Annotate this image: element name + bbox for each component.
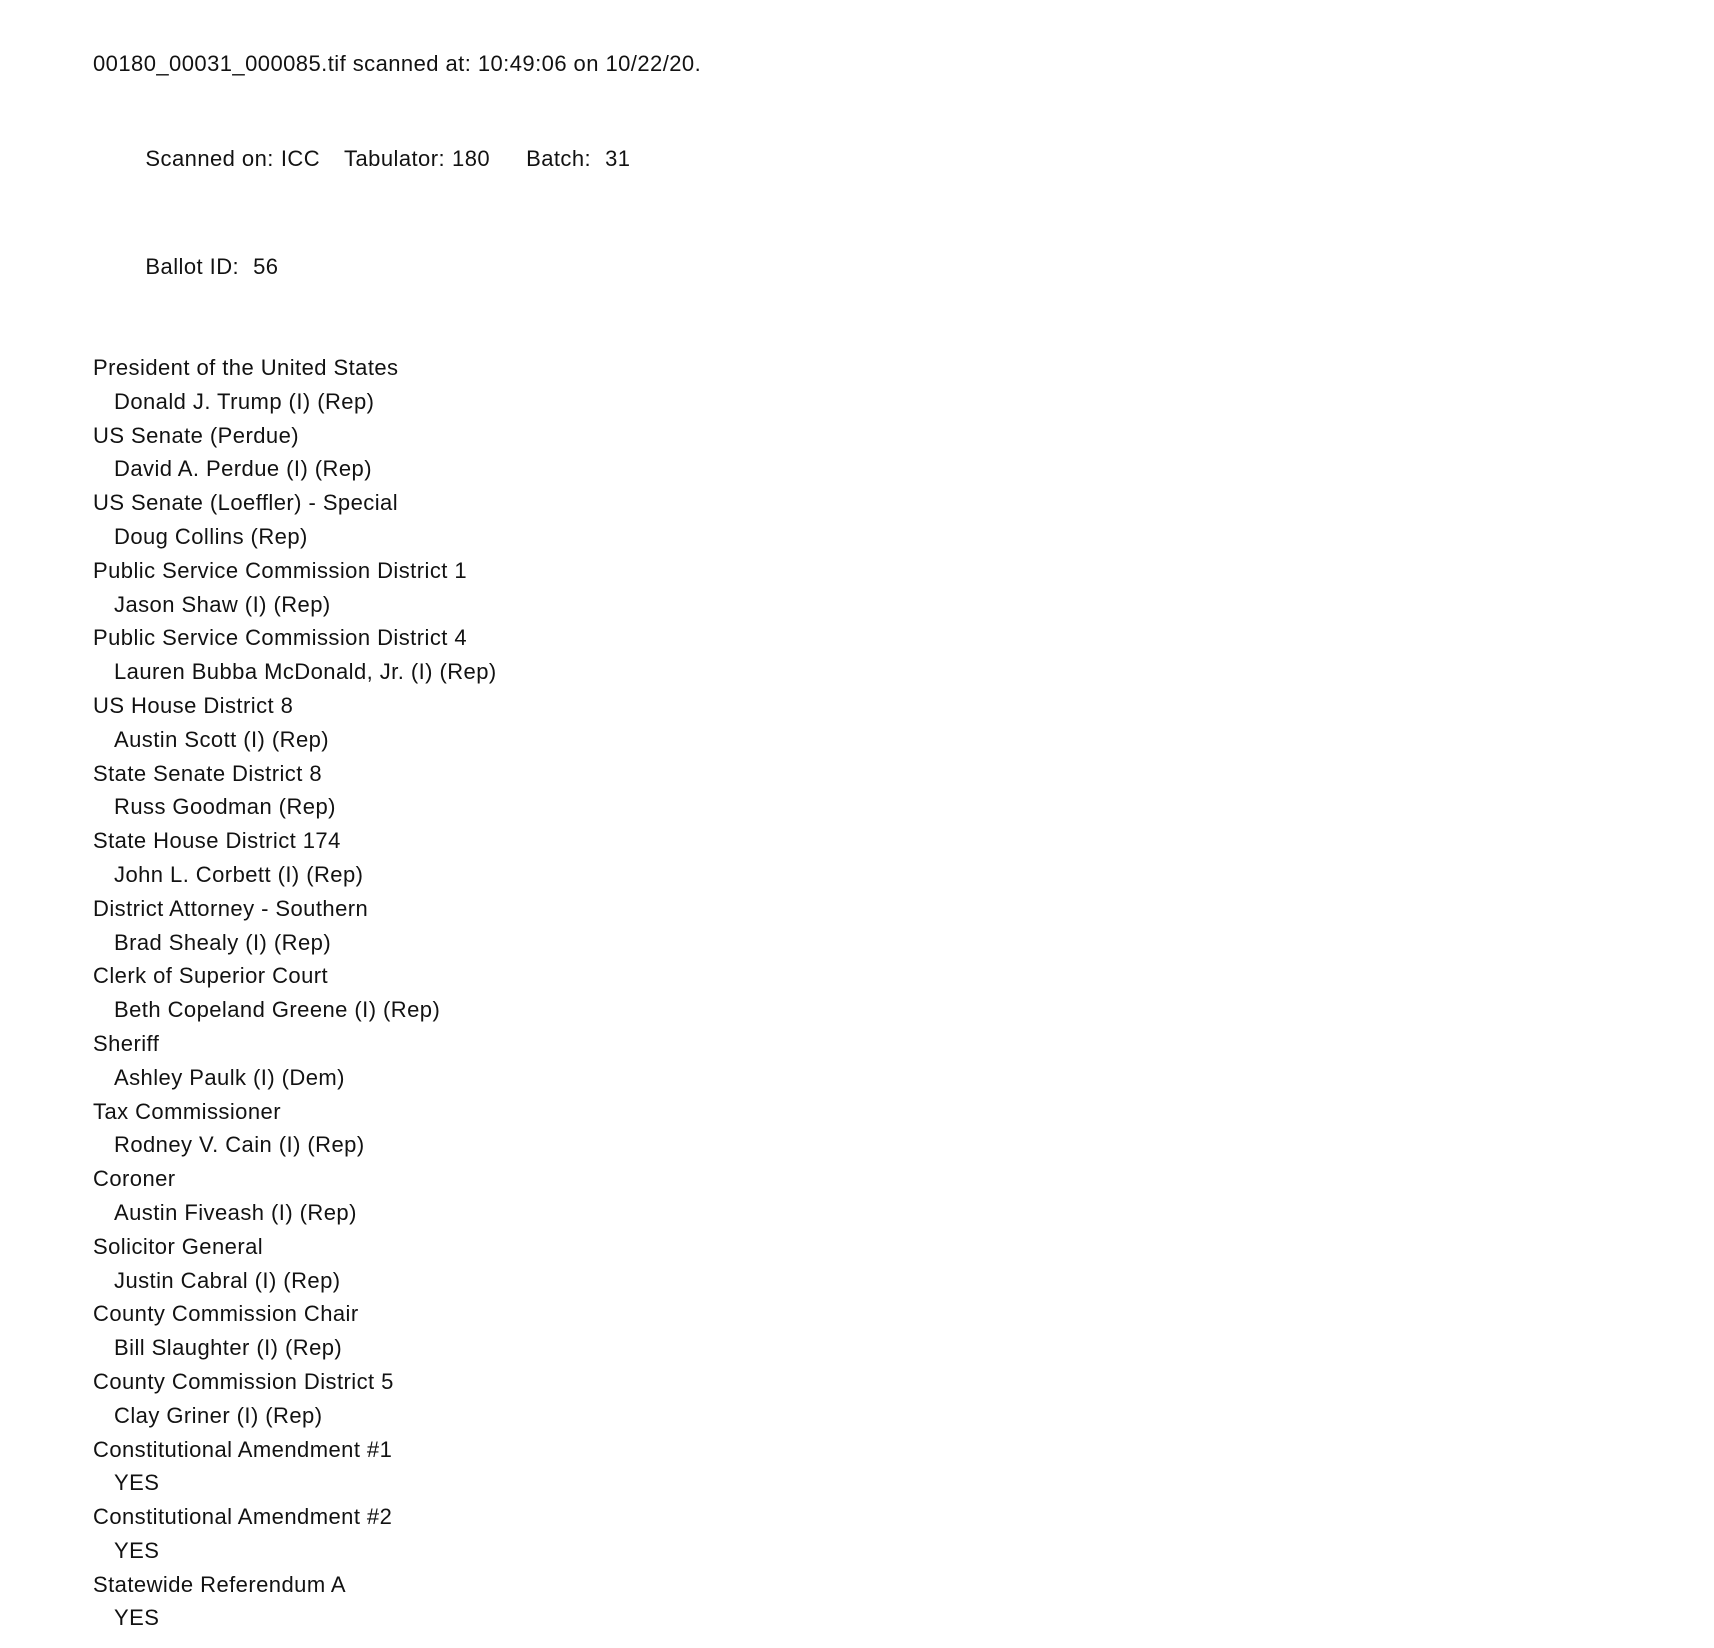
contest-title: District Attorney - Southern (93, 895, 369, 921)
contest-title: Constitutional Amendment #2 (93, 1504, 393, 1530)
scanned-on-label: Scanned on: (145, 146, 274, 171)
contest-title: State House District 174 (93, 828, 341, 854)
contest-selection: Donald J. Trump (I) (Rep) (114, 388, 375, 414)
contest-title: State Senate District 8 (93, 760, 323, 786)
contest-title: Public Service Commission District 4 (93, 625, 468, 651)
scan-filename-line: 00180_00031_000085.tif scanned at: 10:49:06 on 10/22/20. (93, 51, 702, 76)
ballot-id-label: Ballot ID: (145, 254, 240, 279)
ballot-id-value: 56 (253, 254, 279, 279)
contest-selection: Beth Copeland Greene (I) (Rep) (114, 997, 441, 1023)
scan-meta-block (93, 105, 1674, 321)
contest-title: Sheriff (93, 1030, 160, 1056)
contest-title: President of the United States (93, 355, 399, 380)
contest-title: Solicitor General (93, 1233, 264, 1259)
tabulator-value: 180 (452, 146, 491, 171)
contest-selection: Jason Shaw (I) (Rep) (114, 591, 331, 617)
contest-title: US Senate (Perdue) (93, 422, 300, 448)
contest-title: Tax Commissioner (93, 1098, 281, 1124)
contest-selection: Austin Scott (I) (Rep) (114, 726, 330, 752)
contest-selection: YES (114, 1605, 160, 1631)
contest-selection: YES (114, 1537, 160, 1563)
batch-label: Batch: (526, 146, 592, 171)
contest-title: US House District 8 (93, 692, 294, 718)
contest-selection: Bill Slaughter (I) (Rep) (114, 1335, 343, 1361)
contest-selection: Austin Fiveash (I) (Rep) (114, 1199, 357, 1225)
ballot-id-line (93, 213, 1674, 321)
contest-title: US Senate (Loeffler) - Special (93, 490, 399, 516)
contest-selection: YES (114, 1470, 160, 1496)
contest-selection: David A. Perdue (I) (Rep) (114, 456, 372, 482)
contest-selection: Russ Goodman (Rep) (114, 794, 336, 820)
contest-title: County Commission Chair (93, 1301, 359, 1327)
contest-title: County Commission District 5 (93, 1368, 394, 1394)
contest-selection: Justin Cabral (I) (Rep) (114, 1267, 341, 1293)
batch-value: 31 (605, 146, 631, 171)
contest-title: Statewide Referendum A (93, 1571, 347, 1597)
contest-selection: Rodney V. Cain (I) (Rep) (114, 1132, 365, 1158)
contest-title: Clerk of Superior Court (93, 963, 329, 989)
contest-title: Coroner (93, 1166, 176, 1192)
contest-selection: Lauren Bubba McDonald, Jr. (I) (Rep) (114, 659, 497, 685)
contest-selection: Doug Collins (Rep) (114, 523, 308, 549)
scan-meta-line (93, 105, 1674, 213)
contest-selection: John L. Corbett (I) (Rep) (114, 861, 364, 887)
contest-selection: Brad Shealy (I) (Rep) (114, 929, 332, 955)
contest-selection: Clay Griner (I) (Rep) (114, 1402, 323, 1428)
contest-list (93, 351, 1674, 1635)
contest-title: Constitutional Amendment #1 (93, 1436, 393, 1462)
contest-selection: Ashley Paulk (I) (Dem) (114, 1064, 345, 1090)
contest-title: Public Service Commission District 1 (93, 557, 468, 583)
tabulator-label: Tabulator: (344, 146, 446, 171)
document-content (93, 47, 1674, 1635)
scanned-on-value: ICC (280, 146, 321, 171)
